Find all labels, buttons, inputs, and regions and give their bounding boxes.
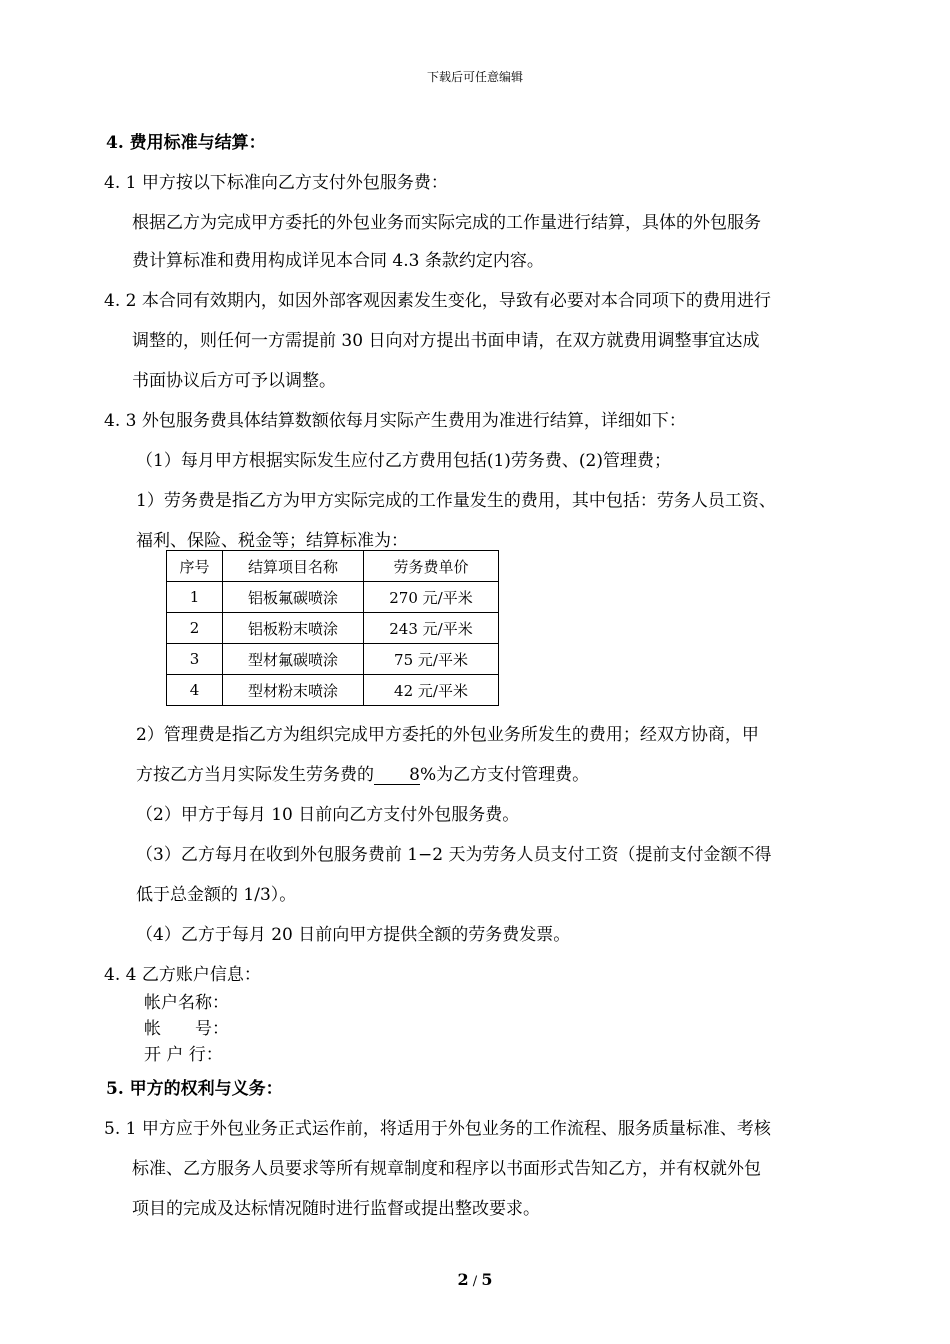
table-cell: 铝板粉末喷涂 xyxy=(223,613,364,644)
table-header-cell: 序号 xyxy=(167,551,223,582)
clause-4-1-text-1: 根据乙方为完成甲方委托的外包业务而实际完成的工作量进行结算，具体的外包服务 xyxy=(132,213,761,233)
table-row xyxy=(167,675,499,706)
table-cell: 270 元/平米 xyxy=(364,582,499,613)
clause-4-3-3-line-2: 低于总金额的 1/3）。 xyxy=(136,885,297,905)
page-header: 下载后可任意编辑 xyxy=(426,70,523,84)
management-fee-line-2 xyxy=(136,760,589,785)
table-cell: 铝板氟碳喷涂 xyxy=(223,582,364,613)
rate-table xyxy=(166,550,499,706)
account-number-label: 帐 号： xyxy=(144,1019,229,1039)
current-page: 2 xyxy=(457,1270,469,1289)
clause-5-1-line-1: 5. 1 甲方应于外包业务正式运作前，将适用于外包业务的工作流程、服务质量标准、考核 xyxy=(104,1119,771,1139)
account-bank-label: 开 户 行： xyxy=(144,1045,223,1065)
table-header-cell: 结算项目名称 xyxy=(223,551,364,582)
table-cell: 243 元/平米 xyxy=(364,613,499,644)
table-cell: 3 xyxy=(167,644,223,675)
table-cell: 型材粉末喷涂 xyxy=(223,675,364,706)
management-fee-text-post: %为乙方支付管理费。 xyxy=(420,765,590,785)
management-fee-text-pre: 方按乙方当月实际发生劳务费的 xyxy=(136,765,374,785)
clause-4-1: 4. 1 甲方按以下标准向乙方支付外包服务费： xyxy=(104,173,448,193)
table-row xyxy=(167,644,499,675)
clause-4-3-3-line-1: （3）乙方每月在收到外包服务费前 1−2 天为劳务人员支付工资（提前支付金额不得 xyxy=(136,845,772,865)
table-cell: 4 xyxy=(167,675,223,706)
clause-4-2-line-3: 书面协议后方可予以调整。 xyxy=(132,371,336,391)
table-cell: 42 元/平米 xyxy=(364,675,499,706)
clause-4-3-4: （4）乙方于每月 20 日前向甲方提供全额的劳务费发票。 xyxy=(136,925,571,945)
labor-fee-line-2: 福利、保险、税金等；结算标准为： xyxy=(136,531,408,551)
table-header-cell: 劳务费单价 xyxy=(364,551,499,582)
account-name-label: 帐户名称： xyxy=(144,993,229,1013)
total-pages: 5 xyxy=(481,1270,493,1289)
table-cell: 型材氟碳喷涂 xyxy=(223,644,364,675)
section-5-title: 5. 甲方的权利与义务： xyxy=(106,1079,283,1099)
clause-4-3: 4. 3 外包服务费具体结算数额依每月实际产生费用为准进行结算，详细如下： xyxy=(104,411,686,431)
management-fee-line-1: 2）管理费是指乙方为组织完成甲方委托的外包业务所发生的费用；经双方协商，甲 xyxy=(136,725,759,745)
page-separator: / xyxy=(468,1274,482,1289)
table-cell: 75 元/平米 xyxy=(364,644,499,675)
clause-4-3-2: （2）甲方于每月 10 日前向乙方支付外包服务费。 xyxy=(136,805,520,825)
clause-4-2-line-1: 4. 2 本合同有效期内，如因外部客观因素发生变化，导致有必要对本合同项下的费用进行 xyxy=(104,291,771,311)
clause-4-4: 4. 4 乙方账户信息： xyxy=(104,965,261,985)
section-4-title: 4. 费用标准与结算： xyxy=(106,133,266,153)
management-fee-rate: 8 xyxy=(374,766,420,785)
table-cell: 1 xyxy=(167,582,223,613)
table-row xyxy=(167,613,499,644)
clause-4-2-line-2: 调整的，则任何一方需提前 30 日向对方提出书面申请，在双方就费用调整事宜达成 xyxy=(132,331,760,351)
table-row xyxy=(167,582,499,613)
table-cell: 2 xyxy=(167,613,223,644)
clause-4-1-text-2: 费计算标准和费用构成详见本合同 4.3 条款约定内容。 xyxy=(132,251,544,271)
clause-5-1-line-3: 项目的完成及达标情况随时进行监督或提出整改要求。 xyxy=(132,1199,540,1219)
clause-5-1-line-2: 标准、乙方服务人员要求等所有规章制度和程序以书面形式告知乙方，并有权就外包 xyxy=(132,1159,761,1179)
page-number xyxy=(0,1270,950,1289)
table-header-row xyxy=(167,551,499,582)
labor-fee-line-1: 1）劳务费是指乙方为甲方实际完成的工作量发生的费用，其中包括：劳务人员工资、 xyxy=(136,491,776,511)
clause-4-3-1: （1）每月甲方根据实际发生应付乙方费用包括(1)劳务费、(2)管理费； xyxy=(136,451,671,471)
